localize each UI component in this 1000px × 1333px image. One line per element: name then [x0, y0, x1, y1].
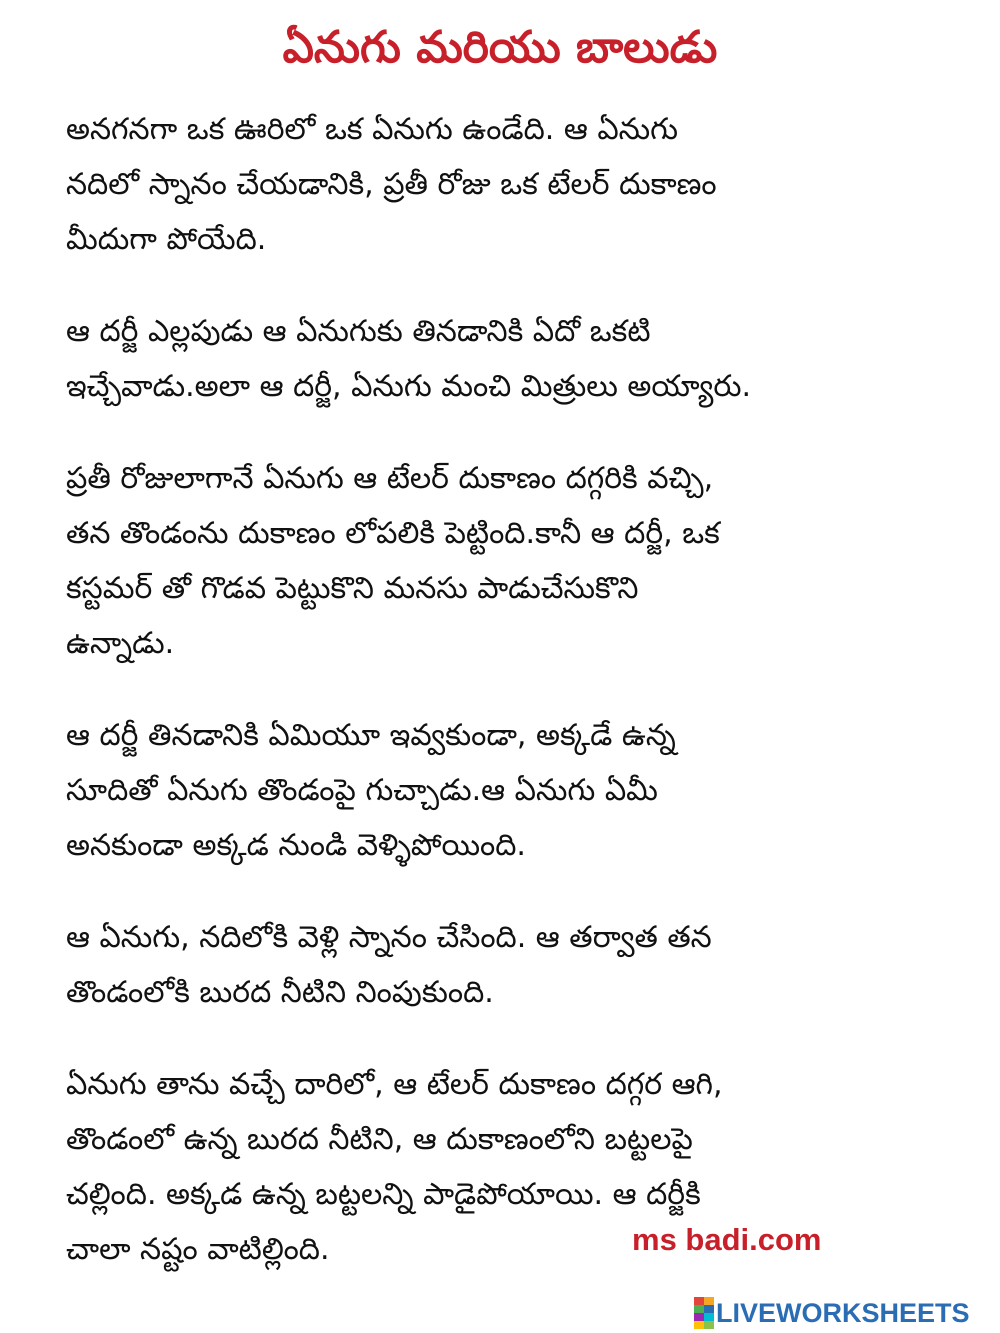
- story-line: తొండంలోకి బురద నీటిని నింపుకుంది.: [66, 975, 494, 1010]
- liveworksheets-logo[interactable]: [694, 1295, 970, 1331]
- story-line: ఇచ్చేవాడు.అలా ఆ దర్జీ, ఏనుగు మంచి మిత్రులు అయ్యారు.: [66, 369, 752, 404]
- story-line: కస్టమర్ తో గొడవ పెట్టుకొని మనసు పాడుచేసుకొని: [66, 571, 639, 606]
- logo-tile: [704, 1305, 714, 1313]
- source-credit: ms badi.com: [632, 1222, 822, 1257]
- story-line: తన తొండంను దుకాణం లోపలికి పెట్టింది.కానీ ఆ దర్జీ, ఒక: [66, 516, 720, 551]
- story-line: నదిలో స్నానం చేయడానికి, ప్రతీ రోజు ఒక టేలర్ దుకాణం: [66, 167, 717, 202]
- story-title: ఏనుగు మరియు బాలుడు: [282, 22, 718, 73]
- story-paragraph: [66, 1057, 966, 1277]
- story-line: చల్లింది. అక్కడ ఉన్న బట్టలన్ని పాడైపోయాయి. ఆ దర్జీకి: [66, 1177, 701, 1212]
- story-line: ఆ ఏనుగు, నదిలోకి వెళ్లి స్నానం చేసింది. ఆ తర్వాత తన: [66, 920, 712, 955]
- story-line: ఏనుగు తాను వచ్చే దారిలో, ఆ టేలర్ దుకాణం దగ్గర ఆగి,: [66, 1067, 723, 1102]
- logo-tile: [694, 1313, 704, 1321]
- story-line: ఆ దర్జీ ఎల్లపుడు ఆ ఏనుగుకు తినడానికి ఏదో ఒకటి: [66, 314, 651, 349]
- logo-tile: [694, 1297, 704, 1305]
- story-line: ఉన్నాడు.: [66, 626, 175, 661]
- story-line: మీదుగా పోయేది.: [66, 222, 267, 257]
- logo-tile: [694, 1321, 704, 1329]
- story-body: [66, 102, 966, 1314]
- story-line: ప్రతీ రోజులాగానే ఏనుగు ఆ టేలర్ దుకాణం దగ్గరికి వచ్చి,: [66, 461, 714, 496]
- story-line: అనకుండా అక్కడ నుండి వెళ్ళిపోయింది.: [66, 828, 526, 863]
- liveworksheets-wordmark: LIVEWORKSHEETS: [716, 1297, 970, 1328]
- story-paragraph: [66, 102, 966, 267]
- story-paragraph: [66, 910, 966, 1020]
- story-line: సూదితో ఏనుగు తొండంపై గుచ్చాడు.ఆ ఏనుగు ఏమీ: [66, 773, 658, 808]
- liveworksheets-icon: [694, 1297, 714, 1329]
- story-paragraph: [66, 708, 966, 873]
- story-paragraph: [66, 304, 966, 414]
- story-line: తొండంలో ఉన్న బురద నీటిని, ఆ దుకాణంలోని బట్టలపై: [66, 1122, 693, 1157]
- story-line: అనగనగా ఒక ఊరిలో ఒక ఏనుగు ఉండేది. ఆ ఏనుగు: [66, 112, 678, 147]
- story-paragraph: [66, 451, 966, 671]
- logo-tile: [694, 1305, 704, 1313]
- logo-tile: [704, 1313, 714, 1321]
- logo-tile: [704, 1321, 714, 1329]
- story-line: ఆ దర్జీ తినడానికి ఏమియూ ఇవ్వకుండా, అక్కడే ఉన్న: [66, 718, 676, 753]
- logo-tile: [704, 1297, 714, 1305]
- story-line: చాలా నష్టం వాటిల్లింది.: [66, 1232, 330, 1267]
